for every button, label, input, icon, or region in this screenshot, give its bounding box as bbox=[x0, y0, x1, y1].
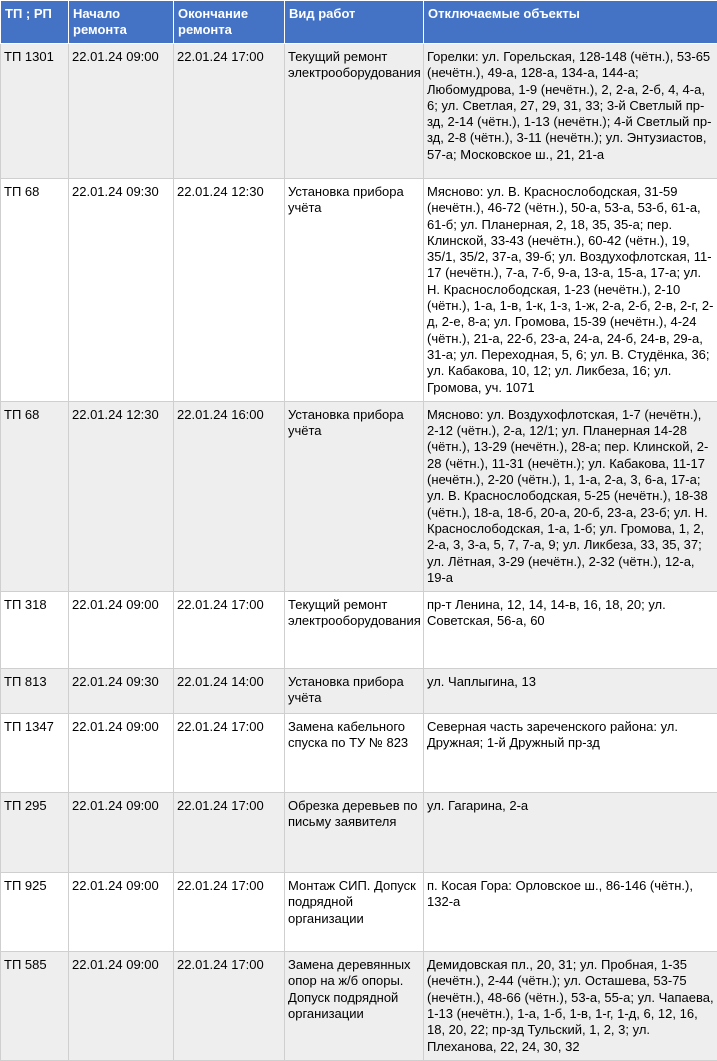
cell-tp: ТП 1301 bbox=[1, 44, 69, 179]
cell-end: 22.01.24 14:00 bbox=[174, 669, 285, 714]
header-tp: ТП ; РП bbox=[1, 1, 69, 44]
header-end: Окончание ремонта bbox=[174, 1, 285, 44]
cell-work: Монтаж СИП. Допуск подрядной организации bbox=[285, 873, 424, 952]
cell-end: 22.01.24 17:00 bbox=[174, 44, 285, 179]
cell-start: 22.01.24 09:00 bbox=[69, 952, 174, 1061]
cell-objects: Мясново: ул. В. Краснослободская, 31-59 (нечётн.), 46-72 (чётн.), 50-а, 53-а, 53-б, 61-а, 61-б; ул. Планерная, 2, 18, 35, 35-а; пер. Клинской, 33-43 (нечётн.), 60-42 (чётн.), 19, 35/1, 35/2, 37-а, 39-б; ул. Воздухофлотская, 11-17 (нечётн.), 7-а, 7-б, 9-а, 13-а, 15-а, 17-а; ул. Н. Краснослободская, 1-23 (нечётн.), 2-10 (чётн.), 1-а, 1-в, 1-к, 1-з, 1-ж, 2-а, 2-б, 2-в, 2-г, 2-д, 2-е, 8-а; ул. Громова, 15-39 (нечётн.), 4-24 (чётн.), 21-а, 22-б, 23-а, 24-а, 24-б, 24-в, 29-а, 31-а; ул. Переходная, 5, 6; ул. В. Студёнка, 36; ул. Кабакова, 10, 12; ул. Ликбеза, 16; ул. Громова, уч. 1071 bbox=[424, 179, 717, 402]
table-row bbox=[1, 179, 717, 402]
table-row bbox=[1, 44, 717, 179]
cell-end: 22.01.24 16:00 bbox=[174, 401, 285, 591]
cell-tp: ТП 585 bbox=[1, 952, 69, 1061]
cell-start: 22.01.24 09:00 bbox=[69, 714, 174, 793]
cell-end: 22.01.24 12:30 bbox=[174, 179, 285, 402]
header-objects: Отключаемые объекты bbox=[424, 1, 717, 44]
cell-start: 22.01.24 09:00 bbox=[69, 873, 174, 952]
table-row bbox=[1, 714, 717, 793]
cell-start: 22.01.24 12:30 bbox=[69, 401, 174, 591]
cell-objects: ул. Чаплыгина, 13 bbox=[424, 669, 717, 714]
cell-tp: ТП 318 bbox=[1, 592, 69, 669]
cell-objects: Горелки: ул. Горельская, 128-148 (чётн.), 53-65 (нечётн.), 49-а, 128-а, 134-а, 144-а; Любомудрова, 1-9 (нечётн.), 2, 2-а, 2-б, 4, 4-а, 6; ул. Светлая, 27, 29, 31, 33; 3-й Светлый пр-зд, 2-14 (чётн.), 1-13 (нечётн.); 4-й Светлый пр-зд, 2-8 (чётн.), 3-11 (нечётн.); ул. Энтузиастов, 57-а; Московское ш., 21, 21-а bbox=[424, 44, 717, 179]
cell-start: 22.01.24 09:00 bbox=[69, 592, 174, 669]
cell-end: 22.01.24 17:00 bbox=[174, 592, 285, 669]
cell-work: Обрезка деревьев по письму заявителя bbox=[285, 793, 424, 873]
cell-tp: ТП 925 bbox=[1, 873, 69, 952]
cell-end: 22.01.24 17:00 bbox=[174, 793, 285, 873]
cell-tp: ТП 813 bbox=[1, 669, 69, 714]
cell-tp: ТП 68 bbox=[1, 179, 69, 402]
cell-tp: ТП 68 bbox=[1, 401, 69, 591]
table-row bbox=[1, 592, 717, 669]
cell-end: 22.01.24 17:00 bbox=[174, 873, 285, 952]
cell-work: Установка прибора учёта bbox=[285, 669, 424, 714]
cell-tp: ТП 1347 bbox=[1, 714, 69, 793]
cell-objects: Мясново: ул. Воздухофлотская, 1-7 (нечётн.), 2-12 (чётн.), 2-а, 12/1; ул. Планерная 14-28 (чётн.), 13-29 (нечётн.), 28-а; пер. Клинской, 2-28 (чётн.), 11-31 (нечётн.); ул. Кабакова, 11-17 (нечётн.), 2-20 (чётн.), 1, 1-а, 2-а, 3, 6-а, 17-а; ул. В. Краснослободская, 5-25 (нечётн.), 18-38 (чётн.), 18-а, 18-б, 20-а, 20-б, 23-а, 23-б; ул. Н. Краснослободская, 1-а, 1-б; ул. Громова, 1, 2, 2-а, 3, 3-а, 5, 7, 7-а, 9; ул. Ликбеза, 33, 35, 37; ул. Лётная, 3-29 (нечётн.), 2-32 (чётн.), 12-а, 19-а bbox=[424, 401, 717, 591]
cell-work: Текущий ремонт электрооборудования bbox=[285, 592, 424, 669]
header-work: Вид работ bbox=[285, 1, 424, 44]
cell-objects: п. Косая Гора: Орловское ш., 86-146 (чётн.), 132-а bbox=[424, 873, 717, 952]
header-start: Начало ремонта bbox=[69, 1, 174, 44]
cell-work: Замена деревянных опор на ж/б опоры. Допуск подрядной организации bbox=[285, 952, 424, 1061]
cell-tp: ТП 295 bbox=[1, 793, 69, 873]
cell-work: Установка прибора учёта bbox=[285, 401, 424, 591]
cell-end: 22.01.24 17:00 bbox=[174, 714, 285, 793]
table-row bbox=[1, 793, 717, 873]
cell-work: Установка прибора учёта bbox=[285, 179, 424, 402]
cell-objects: Северная часть зареченского района: ул. Дружная; 1-й Дружный пр-зд bbox=[424, 714, 717, 793]
cell-start: 22.01.24 09:00 bbox=[69, 44, 174, 179]
cell-objects: ул. Гагарина, 2-а bbox=[424, 793, 717, 873]
cell-work: Замена кабельного спуска по ТУ № 823 bbox=[285, 714, 424, 793]
cell-objects: Демидовская пл., 20, 31; ул. Пробная, 1-35 (нечётн.), 2-44 (чётн.); ул. Осташева, 53-75 (нечётн.), 48-66 (чётн.), 53-а, 55-а; ул. Чапаева, 1-13 (нечётн.), 1-а, 1-б, 1-в, 1-г, 1-д, 6, 12, 16, 18, 20, 22; пр-зд Тульский, 1, 2, 3; ул. Плеханова, 22, 24, 30, 32 bbox=[424, 952, 717, 1061]
cell-start: 22.01.24 09:30 bbox=[69, 669, 174, 714]
table-row bbox=[1, 401, 717, 591]
table-row bbox=[1, 873, 717, 952]
cell-start: 22.01.24 09:00 bbox=[69, 793, 174, 873]
table-header-row bbox=[1, 1, 717, 44]
table-row bbox=[1, 669, 717, 714]
cell-work: Текущий ремонт электрооборудования bbox=[285, 44, 424, 179]
cell-end: 22.01.24 17:00 bbox=[174, 952, 285, 1061]
cell-start: 22.01.24 09:30 bbox=[69, 179, 174, 402]
table-row bbox=[1, 952, 717, 1061]
cell-objects: пр-т Ленина, 12, 14, 14-в, 16, 18, 20; ул. Советская, 56-а, 60 bbox=[424, 592, 717, 669]
